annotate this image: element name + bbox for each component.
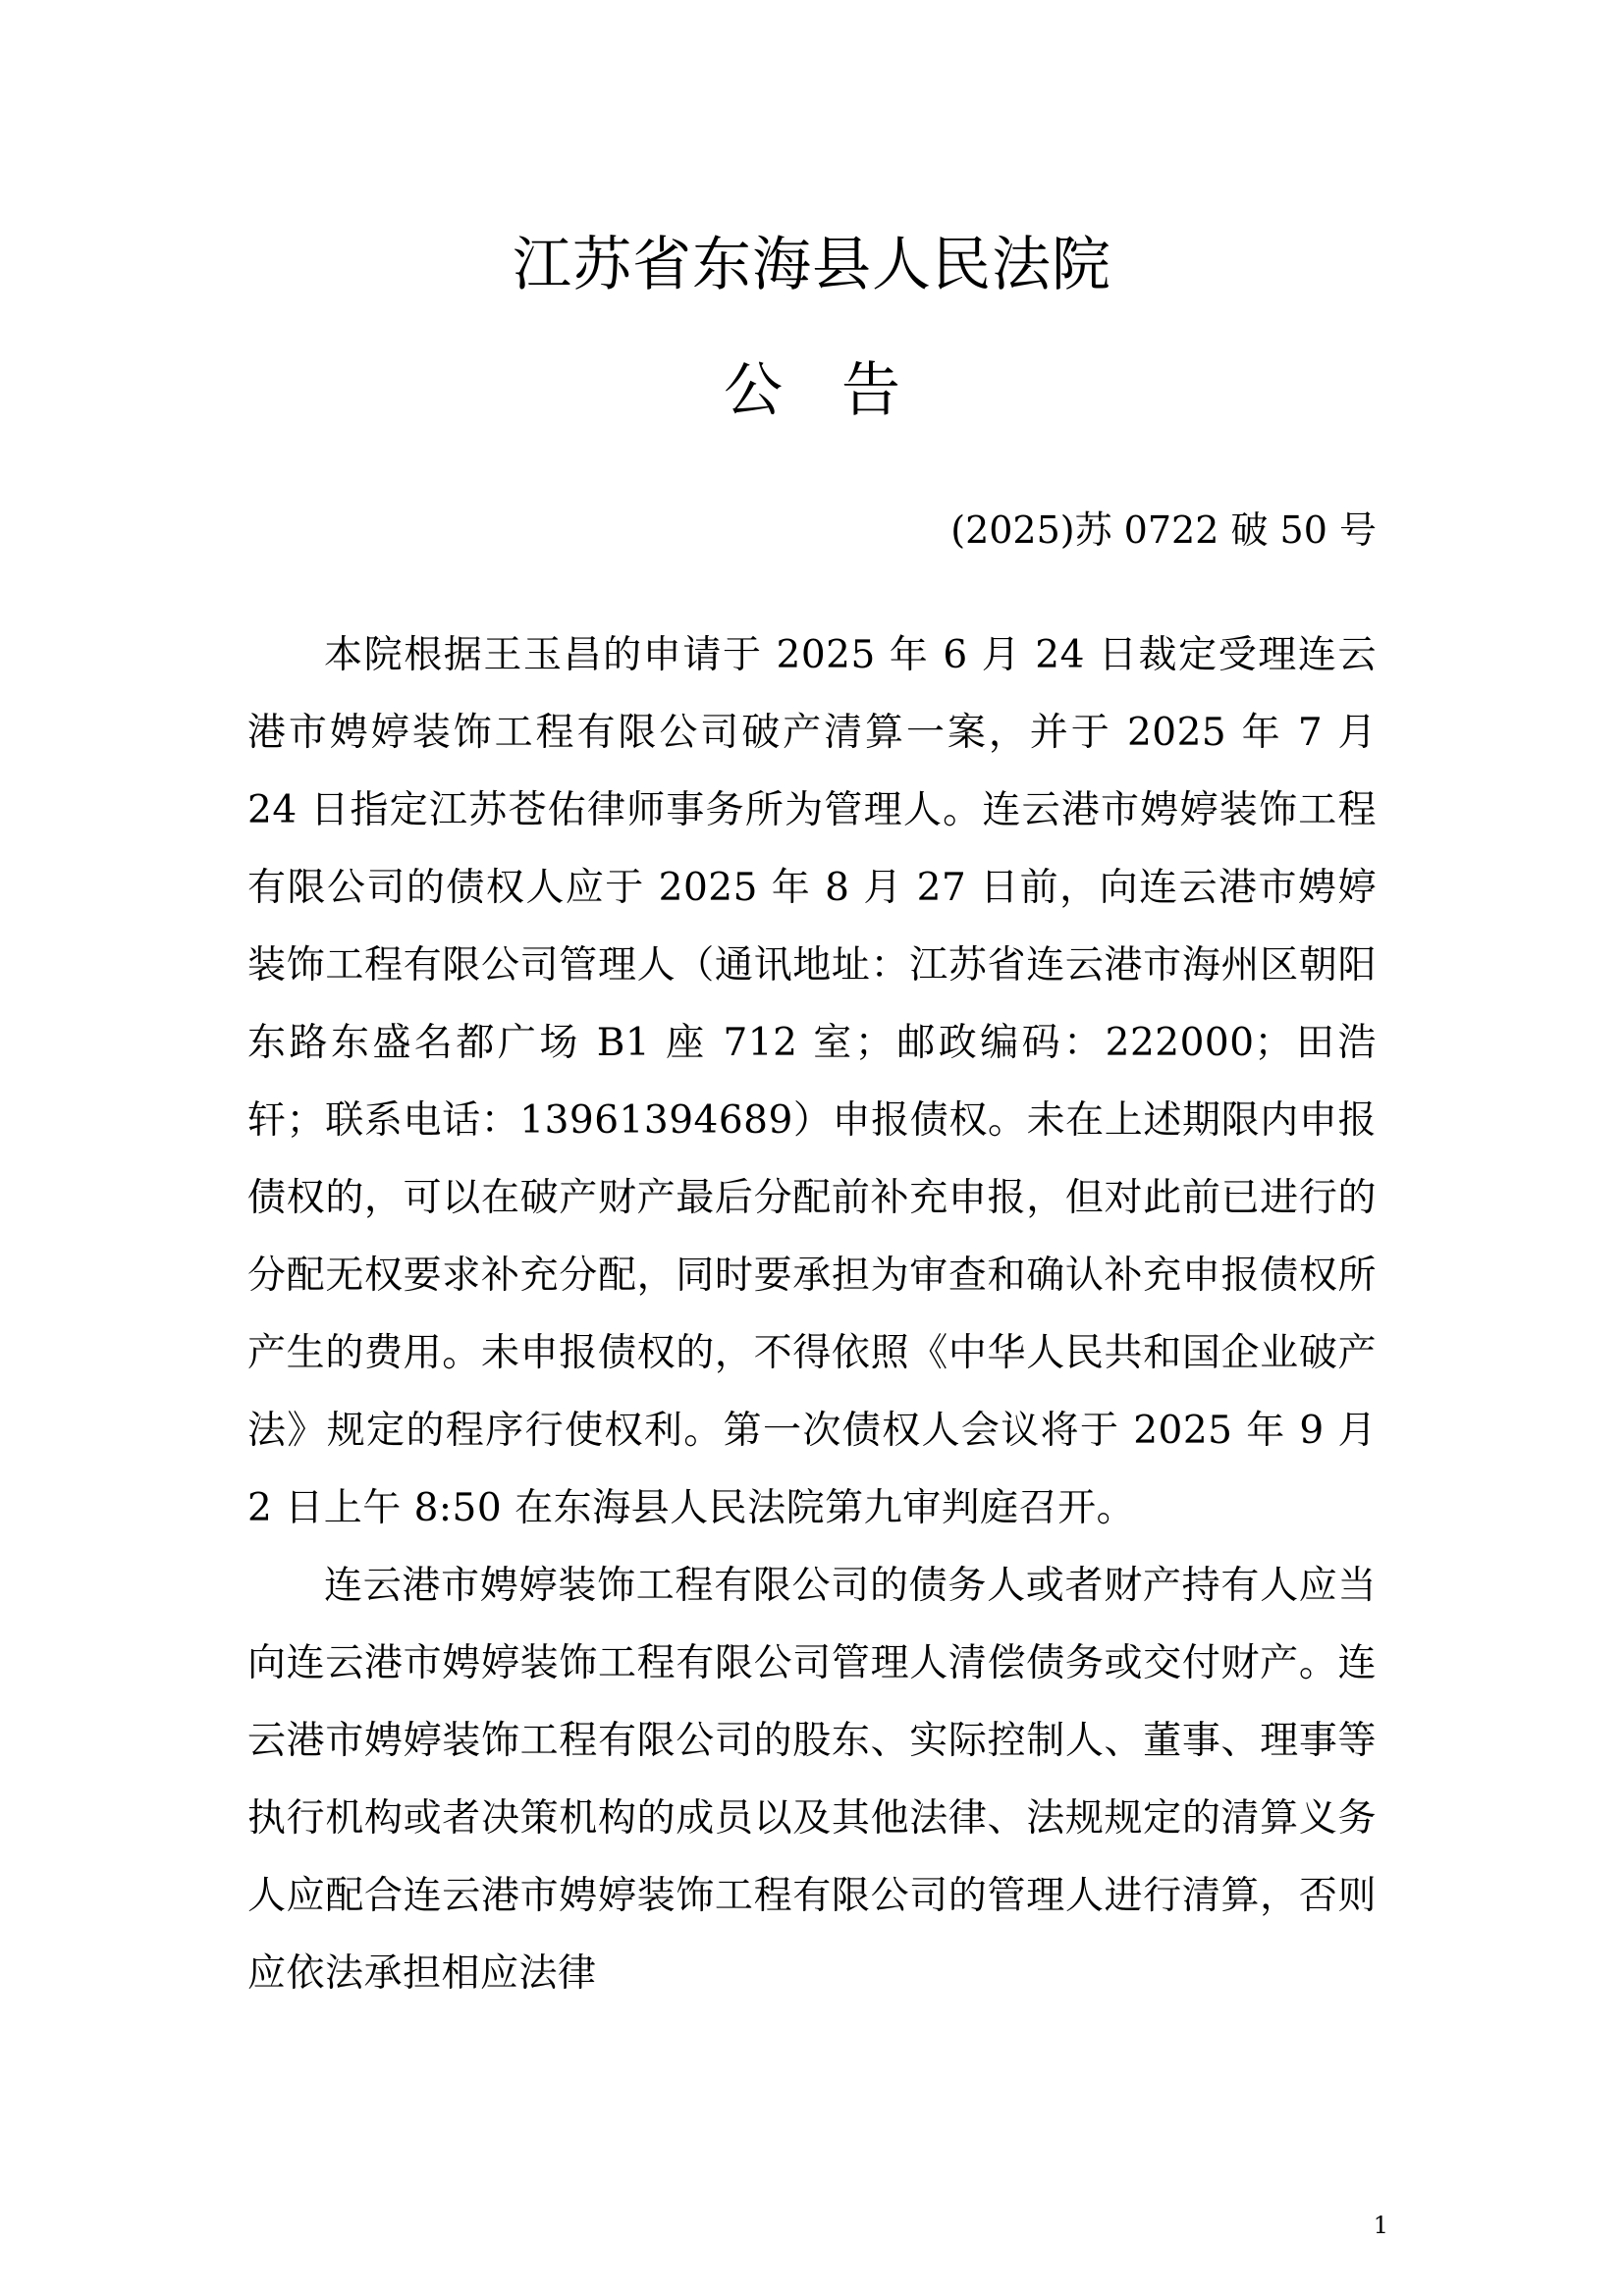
paragraph-claims-declaration: 本院根据王玉昌的申请于 2025 年 6 月 24 日裁定受理连云港市娉婷装饰工程有限公司破产清算一案，并于 2025 年 7 月 24 日指定江苏苍佑律师事务所为管理人。连云港市娉婷装饰工程有限公司的债权人应于 2025 年 8 月 27 日前，向连云港市娉婷装饰工程有限公司管理人（通讯地址：江苏省连云港市海州区朝阳东路东盛名都广场 B1 座 712 室；邮政编码：222000；田浩轩；联系电话：13961394689）申报债权。未在上述期限内申报债权的，可以在破产财产最后分配前补充申报，但对此前已进行的分配无权要求补充分配，同时要承担为审查和确认补充申报债权所产生的费用。未申报债权的，不得依照《中华人民共和国企业破产法》规定的程序行使权利。第一次债权人会议将于 2025 年 9 月 2 日上午 8:50 在东海县人民法院第九审判庭召开。 <box>247 633 1377 1530</box>
page-number: 1 <box>1373 2212 1388 2239</box>
case-number: (2025)苏 0722 破 50 号 <box>950 508 1377 552</box>
court-name: 江苏省东海县人民法院 <box>513 231 1111 299</box>
document-title: 公告 <box>724 356 959 425</box>
paragraph-debtor-obligations: 连云港市娉婷装饰工程有限公司的债务人或者财产持有人应当向连云港市娉婷装饰工程有限公司管理人清偿债务或交付财产。连云港市娉婷装饰工程有限公司的股东、实际控制人、董事、理事等执行机构或者决策机构的成员以及其他法律、法规规定的清算义务人应配合连云港市娉婷装饰工程有限公司的管理人进行清算，否则应依法承担相应法律 <box>247 1564 1377 1996</box>
announcement-body <box>247 616 1377 2012</box>
